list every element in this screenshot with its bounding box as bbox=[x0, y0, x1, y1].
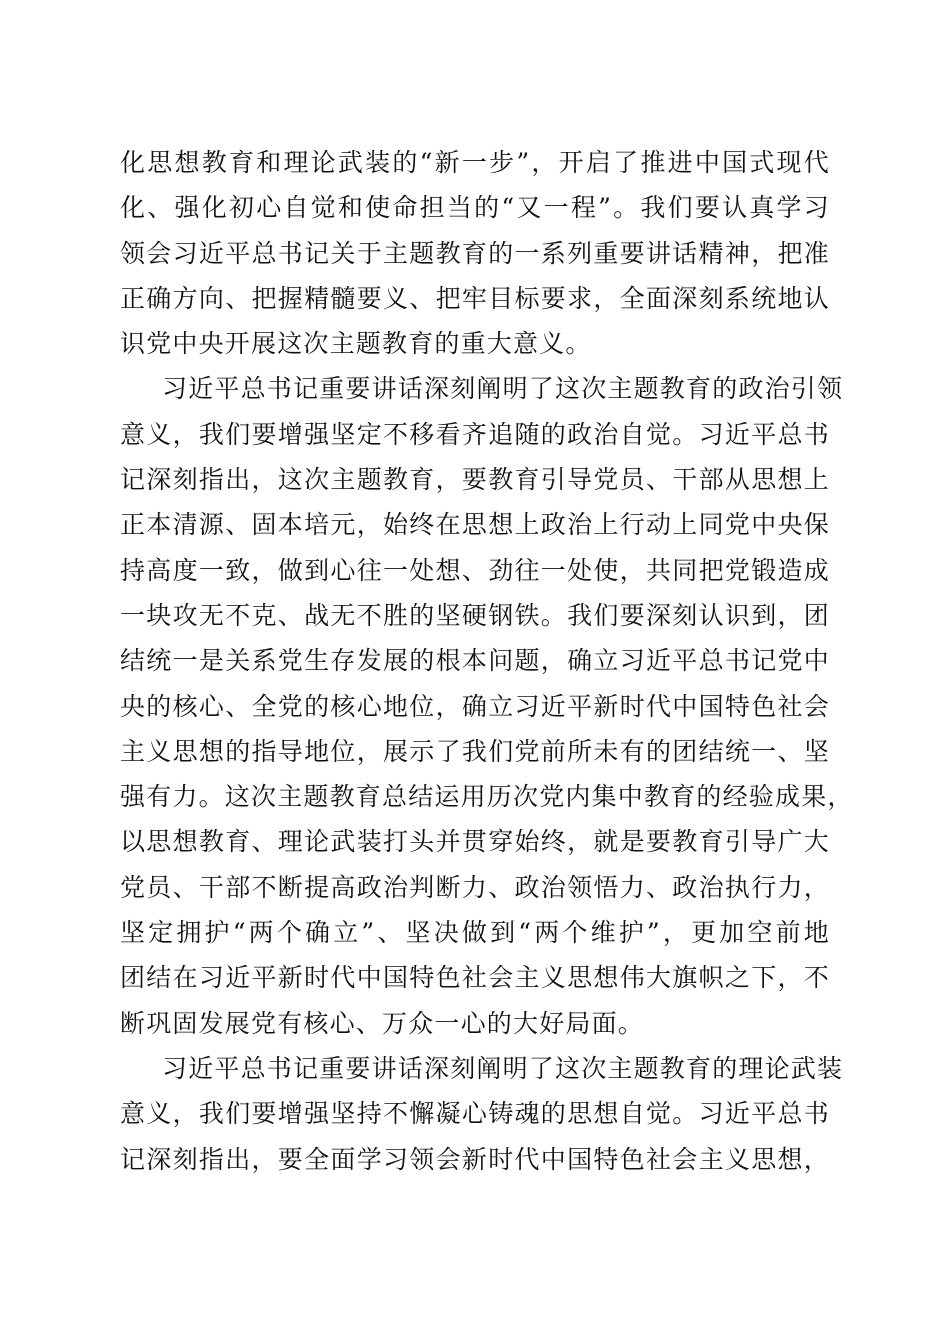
text-line: 党员、干部不断提高政治判断力、政治领悟力、政治执行力， bbox=[120, 872, 830, 902]
text-line: 识党中央开展这次主题教育的重大意义。 bbox=[120, 329, 592, 359]
text-line: 正本清源、固本培元，始终在思想上政治上行动上同党中央保 bbox=[120, 510, 830, 540]
text-line: 习近平总书记重要讲话深刻阐明了这次主题教育的理论武装 bbox=[162, 1053, 844, 1083]
text-line: 一块攻无不克、战无不胜的坚硬钢铁。我们要深刻认识到，团 bbox=[120, 600, 830, 630]
text-line: 央的核心、全党的核心地位，确立习近平新时代中国特色社会 bbox=[120, 691, 830, 721]
text-line: 意义，我们要增强坚定不移看齐追随的政治自觉。习近平总书 bbox=[120, 419, 830, 449]
paragraph-1 bbox=[120, 140, 830, 366]
paragraph-3 bbox=[120, 1046, 844, 1182]
text-line: 断巩固发展党有核心、万众一心的大好局面。 bbox=[120, 1008, 645, 1038]
text-line: 意义，我们要增强坚持不懈凝心铸魂的思想自觉。习近平总书 bbox=[120, 1099, 830, 1129]
text-line: 团结在习近平新时代中国特色社会主义思想伟大旗帜之下，不 bbox=[120, 963, 830, 993]
text-line: 习近平总书记重要讲话深刻阐明了这次主题教育的政治引领 bbox=[162, 374, 844, 404]
text-line: 主义思想的指导地位，展示了我们党前所未有的团结统一、坚 bbox=[120, 736, 830, 766]
text-line: 领会习近平总书记关于主题教育的一系列重要讲话精神，把准 bbox=[120, 238, 830, 268]
text-line: 化思想教育和理论武装的“新一步”，开启了推进中国式现代 bbox=[120, 148, 830, 177]
text-line: 正确方向、把握精髓要义、把牢目标要求，全面深刻系统地认 bbox=[120, 283, 830, 313]
text-line: 坚定拥护“两个确立”、坚决做到“两个维护”，更加空前地 bbox=[120, 918, 830, 948]
text-line: 以思想教育、理论武装打头并贯穿始终，就是要教育引导广大 bbox=[120, 827, 830, 857]
paragraph-2 bbox=[120, 366, 854, 1045]
document-body bbox=[120, 140, 854, 1182]
text-line: 结统一是关系党生存发展的根本问题，确立习近平总书记党中 bbox=[120, 646, 830, 676]
text-line: 记深刻指出，这次主题教育，要教育引导党员、干部从思想上 bbox=[120, 465, 830, 495]
text-line: 持高度一致，做到心往一处想、劲往一处使，共同把党锻造成 bbox=[120, 555, 830, 585]
text-line: 记深刻指出，要全面学习领会新时代中国特色社会主义思想， bbox=[120, 1144, 830, 1174]
text-line: 化、强化初心自觉和使命担当的“又一程”。我们要认真学习 bbox=[120, 193, 830, 223]
text-line: 强有力。这次主题教育总结运用历次党内集中教育的经验成果， bbox=[120, 782, 854, 812]
